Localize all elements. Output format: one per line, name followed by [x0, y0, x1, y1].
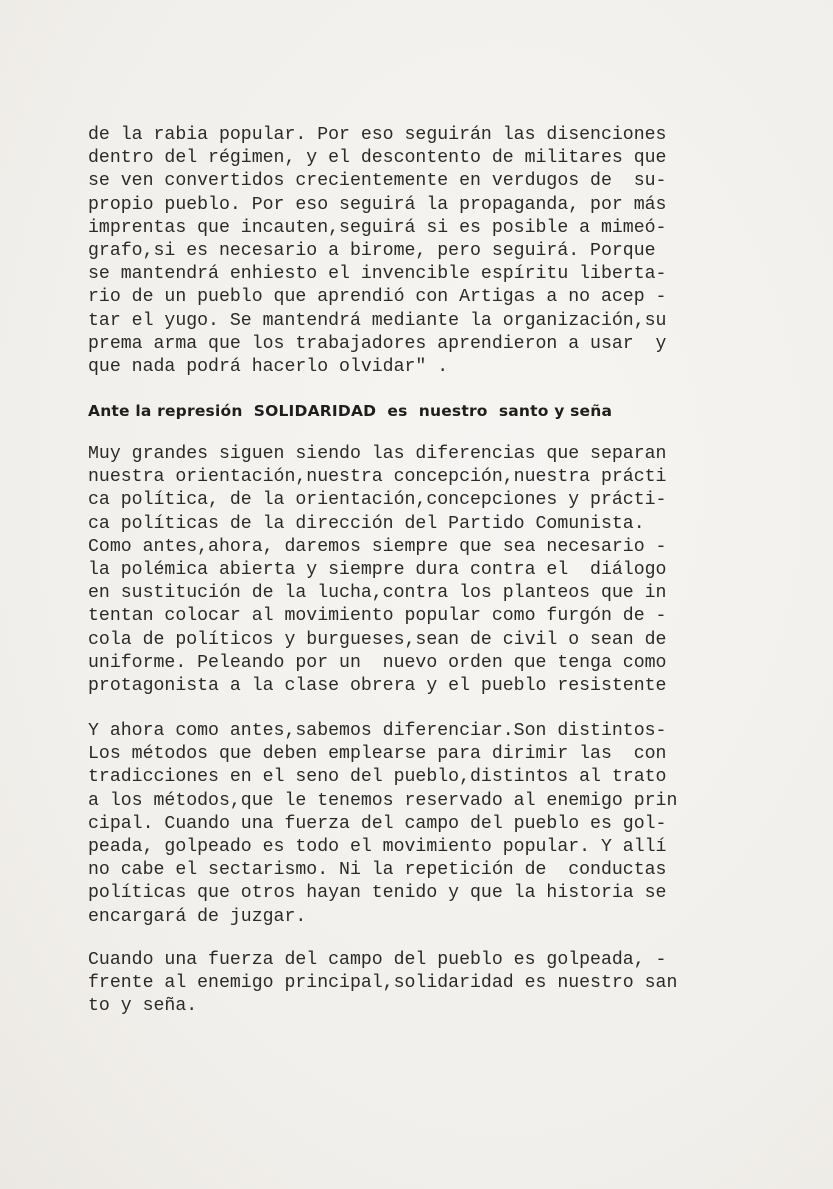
text-line: se mantendrá enhiesto el invencible espíritu liberta- [88, 264, 667, 285]
text-line: encargará de juzgar. [88, 906, 307, 927]
text-line: ca políticas de la dirección del Partido Comunista. [88, 513, 645, 534]
text-line: prema arma que los trabajadores aprendieron a usar y [88, 333, 667, 354]
text-line: en sustitución de la lucha,contra los planteos que in [88, 583, 667, 604]
text-line: cola de políticos y burgueses,sean de civil o sean de [88, 629, 667, 650]
text-line: ca política, de la orientación,concepciones y prácti- [88, 490, 667, 511]
paragraph-2 [88, 443, 738, 698]
section-heading: Ante la represión SOLIDARIDAD es nuestro santo y seña [88, 402, 613, 420]
text-line: tradicciones en el seno del pueblo,distintos al trato [88, 767, 667, 788]
text-line: se ven convertidos crecientemente en verdugos de su- [88, 171, 667, 192]
text-line: imprentas que incauten,seguirá si es posible a mimeó- [88, 217, 667, 238]
text-line: Y ahora como antes,sabemos diferenciar.Son distintos- [88, 721, 667, 741]
text-line: Muy grandes siguen siendo las diferencias que separan [88, 444, 667, 464]
text-line: peada, golpeado es todo el movimiento popular. Y allí [88, 836, 667, 857]
text-line: cipal. Cuando una fuerza del campo del pueblo es gol- [88, 813, 667, 834]
text-line: rio de un pueblo que aprendió con Artigas a no acep - [88, 287, 667, 308]
text-line: protagonista a la clase obrera y el pueblo resistente [88, 675, 667, 696]
text-line: Cuando una fuerza del campo del pueblo es golpeada, - [88, 950, 667, 970]
text-line: propio pueblo. Por eso seguirá la propaganda, por más [88, 194, 667, 215]
text-line: que nada podrá hacerlo olvidar" . [88, 356, 449, 377]
text-line: Los métodos que deben emplearse para dirimir las con [88, 744, 667, 765]
text-line: dentro del régimen, y el descontento de militares que [88, 148, 667, 169]
text-line: Como antes,ahora, daremos siempre que sea necesario - [88, 536, 667, 557]
paragraph-3 [88, 720, 738, 929]
text-line: no cabe el sectarismo. Ni la repetición de conductas [88, 860, 667, 881]
text-line: to y seña. [88, 996, 198, 1017]
text-line: políticas que otros hayan tenido y que la historia se [88, 883, 667, 904]
text-line: grafo,si es necesario a birome, pero seguirá. Porque [88, 240, 656, 261]
text-line: a los métodos,que le tenemos reservado al enemigo prin [88, 790, 678, 811]
text-line: nuestra orientación,nuestra concepción,nuestra prácti [88, 467, 667, 488]
text-line: frente al enemigo principal,solidaridad es nuestro san [88, 973, 678, 994]
text-line: tar el yugo. Se mantendrá mediante la organización,su [88, 310, 667, 331]
text-line: la polémica abierta y siempre dura contra el diálogo [88, 559, 667, 580]
text-line: tentan colocar al movimiento popular como furgón de - [88, 606, 667, 627]
paragraph-1 [88, 124, 738, 379]
text-line: de la rabia popular. Por eso seguirán las disenciones [88, 125, 667, 145]
paragraph-4 [88, 949, 738, 1019]
text-line: uniforme. Peleando por un nuevo orden que tenga como [88, 652, 667, 673]
